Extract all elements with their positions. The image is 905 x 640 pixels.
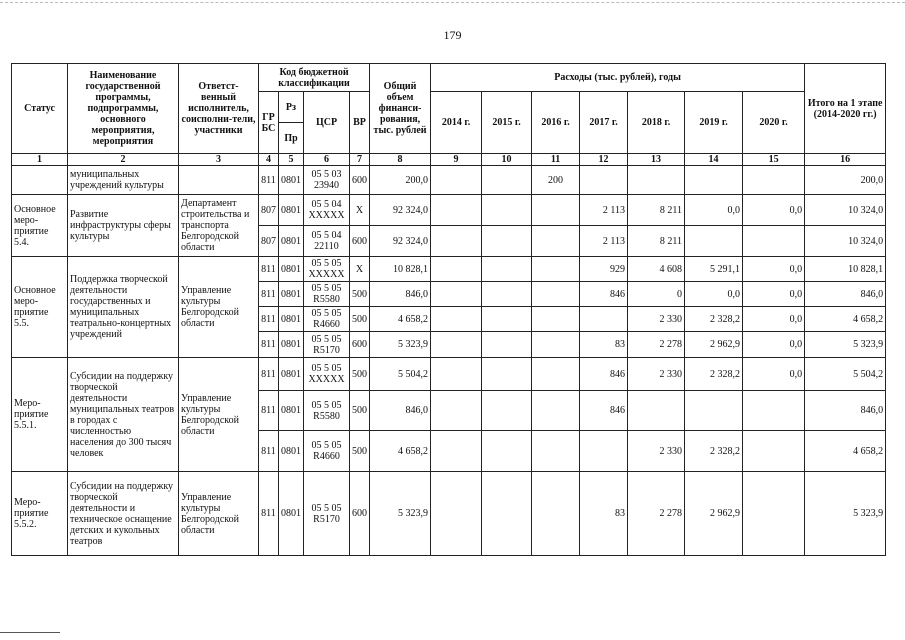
stage-total-cell: 5 504,2: [805, 358, 886, 391]
grbs-cell: 811: [259, 166, 279, 195]
year-2018-cell: 8 211: [628, 195, 685, 226]
year-2018-cell: 0: [628, 282, 685, 307]
total-cell: 4 658,2: [370, 431, 431, 472]
year-2019-cell: [685, 226, 743, 257]
csr-cell: 05 5 04 22110: [304, 226, 350, 257]
total-cell: 4 658,2: [370, 307, 431, 332]
csr-cell: 05 5 05 R5170: [304, 332, 350, 358]
budget-table: [11, 63, 886, 556]
year-2016-cell: [532, 307, 580, 332]
year-2018-cell: [628, 391, 685, 431]
header-total: Общий объем финанси-рования, тыс. рублей: [370, 64, 431, 154]
total-cell: 5 323,9: [370, 332, 431, 358]
csr-cell: 05 5 05 ХХХХХ: [304, 257, 350, 282]
year-2018-cell: 2 330: [628, 307, 685, 332]
vr-cell: 600: [350, 472, 370, 556]
year-2020-cell: 0,0: [743, 307, 805, 332]
year-2020-cell: [743, 391, 805, 431]
stage-total-cell: 4 658,2: [805, 431, 886, 472]
executor-cell: Департамент строительства и транспорта Белгородской области: [179, 195, 259, 257]
year-2019-cell: 2 328,2: [685, 431, 743, 472]
column-number: 7: [350, 154, 370, 166]
vr-cell: 500: [350, 282, 370, 307]
year-2019-cell: 0,0: [685, 282, 743, 307]
header-year-2016: 2016 г.: [532, 92, 580, 154]
year-2014-cell: [431, 472, 482, 556]
stage-total-cell: 4 658,2: [805, 307, 886, 332]
year-2014-cell: [431, 166, 482, 195]
year-2015-cell: [482, 472, 532, 556]
header-name: Наименование государственной программы, подпрограммы, основного мероприятия, мероприятия: [68, 64, 179, 154]
year-2015-cell: [482, 257, 532, 282]
year-2015-cell: [482, 358, 532, 391]
name-cell: Развитие инфраструктуры сферы культуры: [68, 195, 179, 257]
column-number: 9: [431, 154, 482, 166]
stage-total-cell: 846,0: [805, 391, 886, 431]
rzpr-cell: 0801: [279, 358, 304, 391]
header-year-2020: 2020 г.: [743, 92, 805, 154]
year-2017-cell: 83: [580, 472, 628, 556]
total-cell: 5 323,9: [370, 472, 431, 556]
year-2018-cell: 2 278: [628, 332, 685, 358]
vr-cell: 600: [350, 166, 370, 195]
stage-total-cell: 10 324,0: [805, 226, 886, 257]
year-2017-cell: 2 113: [580, 195, 628, 226]
year-2018-cell: 4 608: [628, 257, 685, 282]
rzpr-cell: 0801: [279, 282, 304, 307]
column-number: 16: [805, 154, 886, 166]
year-2014-cell: [431, 431, 482, 472]
stage-total-cell: 5 323,9: [805, 472, 886, 556]
header-grbs: ГР БС: [259, 92, 279, 154]
executor-cell: Управление культуры Белгородской области: [179, 472, 259, 556]
vr-cell: 500: [350, 391, 370, 431]
rzpr-cell: 0801: [279, 431, 304, 472]
grbs-cell: 811: [259, 282, 279, 307]
column-number: 8: [370, 154, 431, 166]
year-2019-cell: 5 291,1: [685, 257, 743, 282]
total-cell: 10 828,1: [370, 257, 431, 282]
year-2014-cell: [431, 332, 482, 358]
vr-cell: Х: [350, 257, 370, 282]
column-number: 10: [482, 154, 532, 166]
top-border-line: [0, 2, 905, 3]
total-cell: 92 324,0: [370, 195, 431, 226]
status-cell: Основное меро-приятие 5.5.: [12, 257, 68, 358]
year-2018-cell: [628, 166, 685, 195]
header-csr: ЦСР: [304, 92, 350, 154]
csr-cell: 05 5 05 R4660: [304, 307, 350, 332]
total-cell: 5 504,2: [370, 358, 431, 391]
year-2020-cell: 0,0: [743, 282, 805, 307]
vr-cell: 500: [350, 431, 370, 472]
year-2015-cell: [482, 431, 532, 472]
status-cell: Меро-приятие 5.5.2.: [12, 472, 68, 556]
rzpr-cell: 0801: [279, 391, 304, 431]
grbs-cell: 811: [259, 472, 279, 556]
year-2020-cell: 0,0: [743, 257, 805, 282]
column-number: 15: [743, 154, 805, 166]
year-2016-cell: [532, 226, 580, 257]
year-2016-cell: [532, 257, 580, 282]
year-2020-cell: 0,0: [743, 332, 805, 358]
table-row: [12, 195, 886, 226]
header-year-2017: 2017 г.: [580, 92, 628, 154]
column-number: 4: [259, 154, 279, 166]
grbs-cell: 807: [259, 195, 279, 226]
year-2017-cell: 83: [580, 332, 628, 358]
executor-cell: [179, 166, 259, 195]
column-number: 2: [68, 154, 179, 166]
stage-total-cell: 10 324,0: [805, 195, 886, 226]
vr-cell: 500: [350, 307, 370, 332]
grbs-cell: 811: [259, 358, 279, 391]
header-executor: Ответст-венный исполнитель, соисполни-тели, участники: [179, 64, 259, 154]
year-2020-cell: [743, 166, 805, 195]
header-expenses: Расходы (тыс. рублей), годы: [431, 64, 805, 92]
grbs-cell: 811: [259, 391, 279, 431]
year-2019-cell: 0,0: [685, 195, 743, 226]
year-2015-cell: [482, 282, 532, 307]
year-2017-cell: [580, 307, 628, 332]
name-cell: муниципальных учреждений культуры: [68, 166, 179, 195]
rzpr-cell: 0801: [279, 257, 304, 282]
header-pr: Пр: [279, 123, 304, 154]
year-2014-cell: [431, 195, 482, 226]
column-number: 1: [12, 154, 68, 166]
csr-cell: 05 5 05 R5170: [304, 472, 350, 556]
year-2016-cell: [532, 195, 580, 226]
year-2019-cell: 2 962,9: [685, 472, 743, 556]
year-2015-cell: [482, 332, 532, 358]
executor-cell: Управление культуры Белгородской области: [179, 257, 259, 358]
table-header: [12, 64, 886, 166]
column-numbers-row: [12, 154, 886, 166]
table-row: [12, 472, 886, 556]
header-rz: Рз: [279, 92, 304, 123]
status-cell: Меро-приятие 5.5.1.: [12, 358, 68, 472]
stage-total-cell: 846,0: [805, 282, 886, 307]
csr-cell: 05 5 05 R5580: [304, 282, 350, 307]
year-2016-cell: [532, 282, 580, 307]
year-2017-cell: [580, 431, 628, 472]
year-2020-cell: [743, 226, 805, 257]
csr-cell: 05 5 05 R4660: [304, 431, 350, 472]
rzpr-cell: 0801: [279, 332, 304, 358]
year-2017-cell: 2 113: [580, 226, 628, 257]
rzpr-cell: 0801: [279, 472, 304, 556]
year-2019-cell: 2 962,9: [685, 332, 743, 358]
year-2014-cell: [431, 282, 482, 307]
year-2016-cell: [532, 431, 580, 472]
year-2017-cell: [580, 166, 628, 195]
column-number: 12: [580, 154, 628, 166]
executor-cell: Управление культуры Белгородской области: [179, 358, 259, 472]
year-2015-cell: [482, 226, 532, 257]
status-cell: [12, 166, 68, 195]
year-2015-cell: [482, 391, 532, 431]
rzpr-cell: 0801: [279, 226, 304, 257]
year-2019-cell: 2 328,2: [685, 358, 743, 391]
csr-cell: 05 5 05 ХХХХХ: [304, 358, 350, 391]
year-2017-cell: 846: [580, 358, 628, 391]
grbs-cell: 811: [259, 332, 279, 358]
column-number: 13: [628, 154, 685, 166]
header-stage-total: Итого на 1 этапе (2014-2020 гг.): [805, 64, 886, 154]
csr-cell: 05 5 03 23940: [304, 166, 350, 195]
header-year-2019: 2019 г.: [685, 92, 743, 154]
year-2016-cell: [532, 358, 580, 391]
grbs-cell: 811: [259, 431, 279, 472]
csr-cell: 05 5 05 R5580: [304, 391, 350, 431]
column-number: 11: [532, 154, 580, 166]
year-2014-cell: [431, 307, 482, 332]
stage-total-cell: 10 828,1: [805, 257, 886, 282]
year-2020-cell: 0,0: [743, 195, 805, 226]
vr-cell: Х: [350, 195, 370, 226]
total-cell: 200,0: [370, 166, 431, 195]
vr-cell: 600: [350, 226, 370, 257]
column-number: 6: [304, 154, 350, 166]
year-2016-cell: [532, 391, 580, 431]
year-2018-cell: 2 330: [628, 358, 685, 391]
year-2020-cell: 0,0: [743, 358, 805, 391]
column-number: 3: [179, 154, 259, 166]
year-2018-cell: 8 211: [628, 226, 685, 257]
year-2016-cell: 200: [532, 166, 580, 195]
year-2014-cell: [431, 257, 482, 282]
rzpr-cell: 0801: [279, 166, 304, 195]
grbs-cell: 807: [259, 226, 279, 257]
year-2014-cell: [431, 226, 482, 257]
header-year-2018: 2018 г.: [628, 92, 685, 154]
year-2020-cell: [743, 472, 805, 556]
column-number: 14: [685, 154, 743, 166]
year-2015-cell: [482, 166, 532, 195]
year-2015-cell: [482, 307, 532, 332]
year-2018-cell: 2 278: [628, 472, 685, 556]
year-2019-cell: [685, 166, 743, 195]
column-number: 5: [279, 154, 304, 166]
table-body: [12, 166, 886, 556]
name-cell: Субсидии на поддержку творческой деятельности муниципальных театров в городах с численностью населения до 300 тысяч человек: [68, 358, 179, 472]
year-2015-cell: [482, 195, 532, 226]
header-status: Статус: [12, 64, 68, 154]
table-row: [12, 166, 886, 195]
stage-total-cell: 200,0: [805, 166, 886, 195]
csr-cell: 05 5 04 ХХХХХ: [304, 195, 350, 226]
year-2019-cell: [685, 391, 743, 431]
rzpr-cell: 0801: [279, 307, 304, 332]
header-year-2014: 2014 г.: [431, 92, 482, 154]
year-2019-cell: 2 328,2: [685, 307, 743, 332]
vr-cell: 600: [350, 332, 370, 358]
table-row: [12, 358, 886, 391]
name-cell: Поддержка творческой деятельности государственных и муниципальных театрально-концертных учреждений: [68, 257, 179, 358]
year-2017-cell: 929: [580, 257, 628, 282]
bottom-border-line: [0, 632, 60, 633]
vr-cell: 500: [350, 358, 370, 391]
year-2020-cell: [743, 431, 805, 472]
year-2016-cell: [532, 472, 580, 556]
header-budget-code: Код бюджетной классификации: [259, 64, 370, 92]
rzpr-cell: 0801: [279, 195, 304, 226]
page-number: 179: [443, 28, 462, 42]
status-cell: Основное меро-приятие 5.4.: [12, 195, 68, 257]
name-cell: Субсидии на поддержку творческой деятельности и техническое оснащение детских и кукольных театров: [68, 472, 179, 556]
year-2017-cell: 846: [580, 282, 628, 307]
year-2014-cell: [431, 391, 482, 431]
year-2017-cell: 846: [580, 391, 628, 431]
header-vr: ВР: [350, 92, 370, 154]
year-2016-cell: [532, 332, 580, 358]
total-cell: 846,0: [370, 282, 431, 307]
total-cell: 846,0: [370, 391, 431, 431]
header-year-2015: 2015 г.: [482, 92, 532, 154]
grbs-cell: 811: [259, 257, 279, 282]
year-2014-cell: [431, 358, 482, 391]
total-cell: 92 324,0: [370, 226, 431, 257]
stage-total-cell: 5 323,9: [805, 332, 886, 358]
grbs-cell: 811: [259, 307, 279, 332]
table-row: [12, 257, 886, 282]
year-2018-cell: 2 330: [628, 431, 685, 472]
